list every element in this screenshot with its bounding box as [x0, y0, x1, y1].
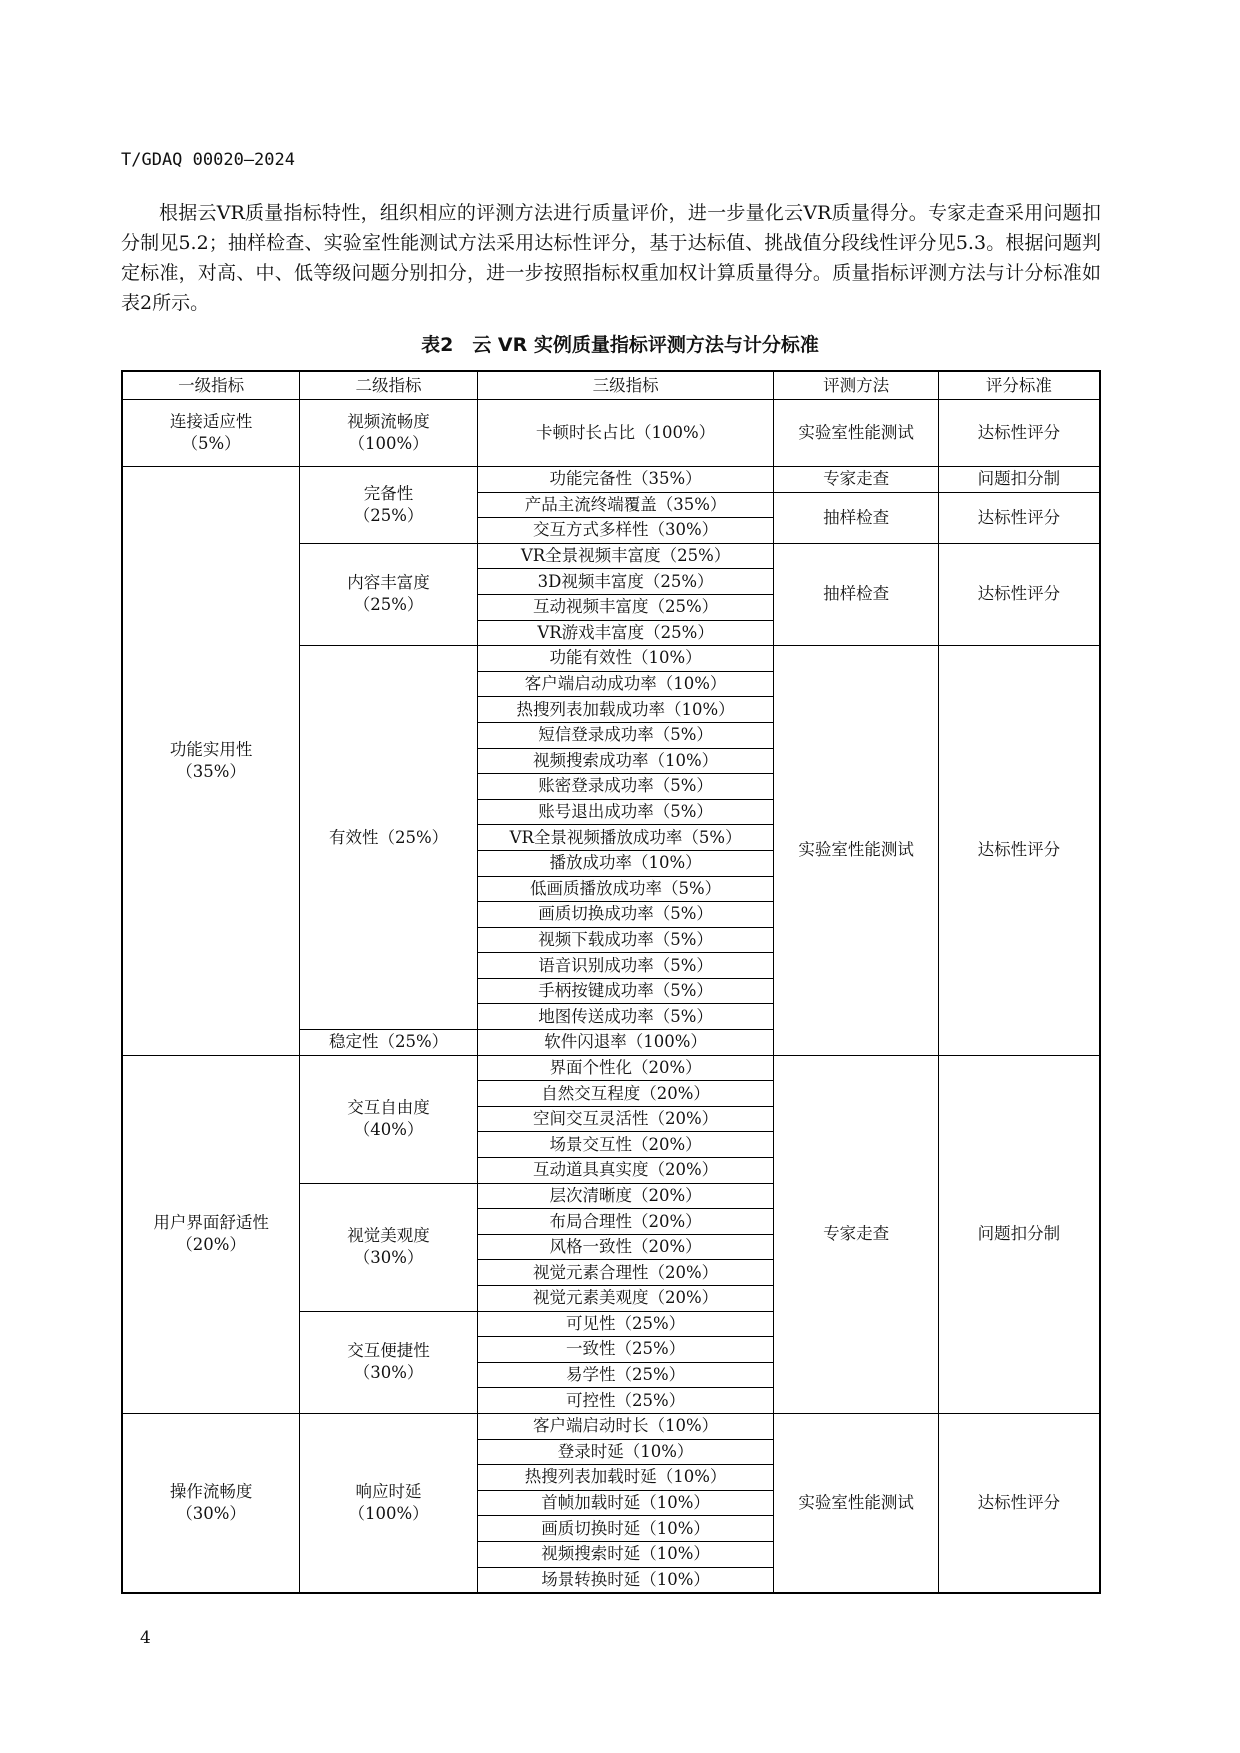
level1-cell [122, 467, 300, 1056]
level2-cell-weight: （100%） [348, 434, 429, 453]
method-cell [774, 646, 939, 1056]
level3-cell-name: 软件闪退率（100%） [544, 1032, 707, 1052]
method-cell-name: 实验室性能测试 [798, 423, 914, 442]
level3-cell-name: 首帧加载时延（10%） [541, 1493, 710, 1513]
level3-cell-name: 场景交互性（20%） [549, 1134, 702, 1154]
level3-cell-name: VR全景视频播放成功率（5%） [509, 827, 742, 847]
level2-cell-name: 视频流畅度 [347, 412, 430, 431]
level2-cell [300, 1311, 478, 1413]
level3-cell-name: 场景转换时延（10%） [541, 1569, 710, 1589]
level3-cell [477, 1439, 773, 1465]
level3-cell-name: VR游戏丰富度（25%） [537, 622, 714, 642]
score-cell-name: 问题扣分制 [977, 469, 1061, 489]
level3-cell-name: 视频搜索时延（10%） [541, 1544, 710, 1564]
level2-cell [300, 1413, 478, 1593]
level3-cell [477, 799, 773, 825]
level1-cell-weight: （5%） [181, 434, 241, 453]
header-level3: 三级指标 [477, 371, 773, 400]
score-cell-name: 问题扣分制 [977, 1224, 1061, 1244]
level2-cell-name: 稳定性（25%） [328, 1032, 449, 1052]
level3-cell [477, 1081, 773, 1107]
level3-cell-name: 产品主流终端覆盖（35%） [524, 494, 727, 514]
level3-cell [477, 1465, 773, 1491]
level3-cell [477, 1106, 773, 1132]
score-cell [938, 400, 1100, 467]
score-cell [938, 1413, 1100, 1593]
level3-cell [477, 1567, 773, 1593]
score-cell [938, 543, 1100, 645]
level3-cell-name: 互动道具真实度（20%） [533, 1160, 719, 1180]
score-cell [938, 467, 1100, 493]
header-level1: 一级指标 [122, 371, 300, 400]
method-cell [774, 400, 939, 467]
level3-cell [477, 1209, 773, 1235]
header-method: 评测方法 [774, 371, 939, 400]
level2-cell-name: 内容丰富度 [347, 573, 430, 593]
score-cell [938, 1055, 1100, 1413]
level3-cell [477, 1490, 773, 1516]
score-cell [938, 492, 1100, 543]
level1-cell [122, 400, 300, 467]
level3-cell-name: 短信登录成功率（5%） [538, 725, 713, 745]
level2-cell [300, 1183, 478, 1311]
level3-cell-name: 交互方式多样性（30%） [533, 520, 719, 540]
level3-cell-name: 视频下载成功率（5%） [538, 929, 713, 949]
level1-cell [122, 1413, 300, 1593]
method-cell-name: 专家走查 [823, 469, 890, 489]
document-code: T/GDAQ 00020—2024 [121, 150, 295, 170]
score-cell-name: 达标性评分 [977, 584, 1061, 604]
level3-cell-name: 3D视频丰富度（25%） [537, 571, 714, 591]
table-header-row [122, 371, 1100, 400]
level3-cell-name: 客户端启动成功率（10%） [524, 674, 727, 694]
level3-cell [477, 620, 773, 646]
level3-cell [477, 978, 773, 1004]
level3-cell [477, 1055, 773, 1081]
level3-cell-name: 界面个性化（20%） [549, 1057, 702, 1077]
method-cell [774, 543, 939, 645]
level1-cell-name: 连接适应性 [169, 412, 253, 431]
method-cell [774, 1055, 939, 1413]
level3-cell [477, 1030, 773, 1056]
level2-cell-weight: （25%） [353, 595, 424, 615]
level2-cell [300, 646, 478, 1030]
method-cell [774, 492, 939, 543]
level3-cell-name: 卡顿时长占比（100%） [536, 423, 716, 442]
method-cell [774, 467, 939, 493]
table-row [122, 467, 1100, 493]
level3-cell [477, 1260, 773, 1286]
level3-cell-name: 热搜列表加载成功率（10%） [516, 699, 735, 719]
level3-cell [477, 569, 773, 595]
quality-indicator-table [121, 370, 1101, 1594]
level3-cell [477, 876, 773, 902]
level3-cell [477, 400, 773, 467]
level3-cell [477, 1388, 773, 1414]
level2-cell-name: 响应时延 [355, 1482, 422, 1502]
level3-cell [477, 697, 773, 723]
level3-cell-name: 账号退出成功率（5%） [538, 802, 713, 822]
level3-cell [477, 902, 773, 928]
level3-cell-name: 视觉元素美观度（20%） [533, 1288, 719, 1308]
header-score: 评分标准 [938, 371, 1100, 400]
level1-cell-name: 用户界面舒适性 [153, 1213, 269, 1233]
level3-cell [477, 1158, 773, 1184]
level3-cell-name: 自然交互程度（20%） [541, 1083, 710, 1103]
table-row [122, 1055, 1100, 1081]
level3-cell [477, 671, 773, 697]
level2-cell [300, 467, 478, 544]
level3-cell-name: 功能完备性（35%） [549, 469, 702, 489]
level2-cell-name: 有效性（25%） [328, 827, 449, 847]
table-row [122, 400, 1100, 467]
level3-cell [477, 492, 773, 518]
score-cell-name: 达标性评分 [977, 840, 1061, 860]
level3-cell-name: 层次清晰度（20%） [549, 1185, 702, 1205]
level3-cell [477, 1286, 773, 1312]
method-cell [774, 1413, 939, 1593]
level3-cell-name: 画质切换时延（10%） [541, 1518, 710, 1538]
level2-cell-weight: （40%） [353, 1120, 424, 1140]
level3-cell-name: 视频搜索成功率（10%） [533, 750, 719, 770]
level3-cell [477, 1183, 773, 1209]
level3-cell-name: 客户端启动时长（10%） [533, 1416, 719, 1436]
level3-cell [477, 722, 773, 748]
level2-cell-name: 交互自由度 [347, 1098, 430, 1118]
level3-cell-name: 画质切换成功率（5%） [538, 904, 713, 924]
table-row [122, 1413, 1100, 1439]
level2-cell-weight: （25%） [353, 505, 424, 525]
level2-cell-name: 视觉美观度 [347, 1226, 430, 1246]
level3-cell-name: 视觉元素合理性（20%） [533, 1262, 719, 1282]
method-cell-name: 实验室性能测试 [798, 840, 914, 860]
level3-cell-name: 一致性（25%） [566, 1339, 686, 1359]
level3-cell [477, 1541, 773, 1567]
level3-cell [477, 1234, 773, 1260]
level3-cell [477, 774, 773, 800]
level2-cell-weight: （100%） [348, 1504, 429, 1524]
level3-cell [477, 850, 773, 876]
method-cell-name: 实验室性能测试 [798, 1493, 914, 1513]
level3-cell [477, 1132, 773, 1158]
level2-cell-name: 完备性 [363, 483, 414, 503]
level2-cell [300, 543, 478, 645]
level3-cell-name: 地图传送成功率（5%） [538, 1006, 713, 1026]
level3-cell-name: 热搜列表加载时延（10%） [524, 1467, 727, 1487]
score-cell-name: 达标性评分 [977, 1493, 1061, 1513]
level2-cell-weight: （30%） [353, 1363, 424, 1383]
level1-cell-weight: （30%） [176, 1504, 246, 1524]
level3-cell [477, 748, 773, 774]
level3-cell [477, 467, 773, 493]
method-cell-name: 抽样检查 [823, 584, 890, 604]
level3-cell [477, 1362, 773, 1388]
level3-cell-name: 语音识别成功率（5%） [538, 955, 713, 975]
level3-cell-name: 登录时延（10%） [557, 1441, 694, 1461]
level2-cell-name: 交互便捷性 [347, 1341, 430, 1361]
table-title: 表2 云 VR 实例质量指标评测方法与计分标准 [421, 334, 819, 356]
score-cell-name: 达标性评分 [977, 507, 1061, 527]
header-level2: 二级指标 [300, 371, 478, 400]
level2-cell [300, 1030, 478, 1056]
level2-cell-weight: （30%） [353, 1248, 424, 1268]
level3-cell-name: 可控性（25%） [566, 1390, 686, 1410]
level3-cell-name: VR全景视频丰富度（25%） [520, 546, 731, 566]
level3-cell-name: 互动视频丰富度（25%） [533, 597, 719, 617]
level3-cell-name: 播放成功率（10%） [549, 853, 702, 873]
score-cell [938, 646, 1100, 1056]
level3-cell-name: 功能有效性（10%） [549, 648, 702, 668]
level3-cell [477, 1311, 773, 1337]
page-number: 4 [140, 1628, 151, 1648]
level1-cell-weight: （20%） [176, 1235, 246, 1255]
level3-cell [477, 594, 773, 620]
level3-cell [477, 1516, 773, 1542]
level1-cell-name: 功能实用性 [169, 739, 253, 759]
level2-cell [300, 400, 478, 467]
level1-cell-name: 操作流畅度 [169, 1482, 253, 1502]
level3-cell [477, 927, 773, 953]
level3-cell [477, 518, 773, 544]
level2-cell [300, 1055, 478, 1183]
method-cell-name: 抽样检查 [823, 507, 890, 527]
level3-cell-name: 风格一致性（20%） [549, 1237, 702, 1257]
score-cell-name: 达标性评分 [977, 423, 1061, 442]
level3-cell [477, 543, 773, 569]
level3-cell-name: 空间交互灵活性（20%） [533, 1109, 719, 1129]
level1-cell [122, 1055, 300, 1413]
level3-cell-name: 手柄按键成功率（5%） [538, 981, 713, 1001]
level3-cell [477, 825, 773, 851]
intro-paragraph: 根据云VR质量指标特性，组织相应的评测方法进行质量评价，进一步量化云VR质量得分。专家走查采用问题扣分制见5.2；抽样检查、实验室性能测试方法采用达标性评分，基于达标值、挑战值分段线性评分见5.3。根据问题判定标准，对高、中、低等级问题分别扣分，进一步按照指标权重加权计算质量得分。质量指标评测方法与计分标准如表2所示。 [121, 202, 1101, 314]
level3-cell-name: 账密登录成功率（5%） [538, 776, 713, 796]
level3-cell [477, 646, 773, 672]
level3-cell [477, 1004, 773, 1030]
level3-cell-name: 易学性（25%） [566, 1365, 686, 1385]
level1-cell-weight: （35%） [176, 761, 246, 781]
level3-cell-name: 布局合理性（20%） [549, 1211, 702, 1231]
level3-cell-name: 可见性（25%） [566, 1313, 686, 1333]
level3-cell-name: 低画质播放成功率（5%） [530, 878, 722, 898]
method-cell-name: 专家走查 [823, 1224, 890, 1244]
level3-cell [477, 953, 773, 979]
level3-cell [477, 1337, 773, 1363]
level3-cell [477, 1413, 773, 1439]
